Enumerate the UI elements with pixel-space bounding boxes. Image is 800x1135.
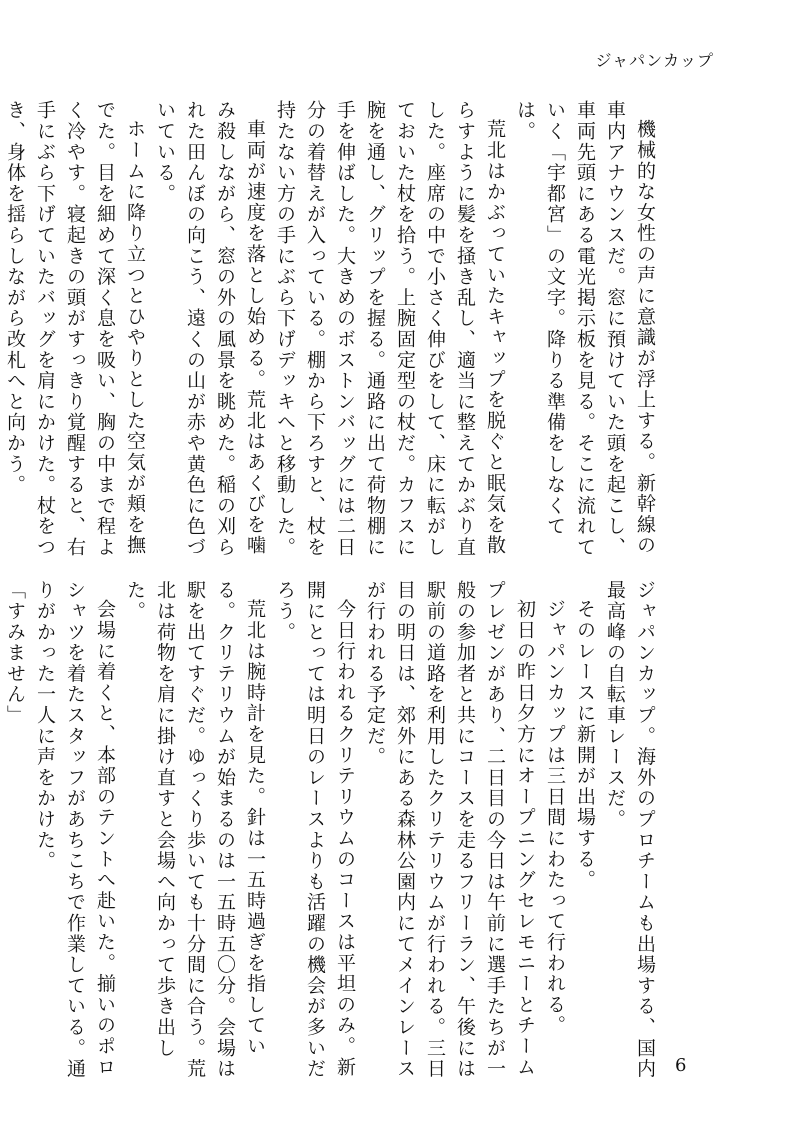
paragraph: 荒北はかぶっていたキャップを脱ぐと眠気を散らすように髪を掻き乱し、適当に整えてかぶり直した。座席の中で小さく伸びをして、床に転がしておいた杖を拾う。上腕固定型の杖だ。カフスに腕を通し、グリップを握る。通路に出て荷物棚に手を伸ばした。大きめのボストンバッグには二日分の着替えが入っている。棚から下ろすと、杖を持たない方の手にぶら下げデッキへと移動した。 — [274, 100, 506, 558]
paragraph: 会場に着くと、本部のテントへ赴いた。揃いのポロシャツを着たスタッフがあちこちで作業している。通りがかった一人に声をかけた。 — [34, 580, 116, 1080]
paragraph: 初日の昨日夕方にオープニングセレモニーとチームプレゼンがあり、二日目の今日は午前に選手たちが一般の参加者と共にコースを走るフリーラン、午後には駅前の道路を利用したクリテリウムが行われる。三日目の明日は、郊外にある森林公園内にてメインレースが行われる予定だ。 — [364, 580, 536, 1080]
paragraph: そのレースに新開が出場する。 — [574, 599, 596, 891]
paragraph: 今日行われるクリテリウムのコースは平坦のみ。新開にとっては明日のレースよりも活躍の機会が多いだろう。 — [274, 580, 356, 1080]
dialogue-line: 「すみません」 — [4, 580, 26, 726]
running-header: ジャパンカップ — [595, 51, 714, 70]
paragraph: ジャパンカップ。海外のプロチームも出場する、国内最高峰の自転車レースだ。 — [604, 580, 656, 1080]
paragraph: ジャパンカップは三日間にわたって行われる。 — [544, 599, 566, 1036]
lower-text-block — [4, 580, 660, 1080]
upper-text-block — [4, 100, 660, 570]
paragraph: 機械的な女性の声に意識が浮上する。新幹線の車内アナウンスだ。窓に預けていた頭を起こし、車両先頭にある電光掲示板を見る。そこに流れていく「宇都宮」の文字。降りる準備をしなくては。 — [514, 100, 656, 558]
page-number: 6 — [675, 1055, 687, 1076]
paragraph: ホームに降り立つとひやりとした空気が頬を撫でた。目を細めて深く息を吸い、胸の中まで程よく冷やす。寝起きの頭がすっきり覚醒すると、右手にぶら下げていたバッグを肩にかけた。杖をつき、身体を揺らしながら改札へと向かう。 — [4, 100, 146, 558]
paragraph: 荒北は腕時計を見た。針は一五時過ぎを指している。クリテリウムが始まるのは一五時五〇分。会場は駅を出てすぐだ。ゆっくり歩いても十分間に合う。荒北は荷物を肩に掛け直すと会場へ向かって歩き出した。 — [124, 580, 266, 1080]
paragraph: 車両が速度を落とし始める。荒北はあくびを噛み殺しながら、窓の外の風景を眺めた。稲の刈られた田んぼの向こう、遠くの山が赤や黄色に色づいている。 — [154, 100, 266, 558]
